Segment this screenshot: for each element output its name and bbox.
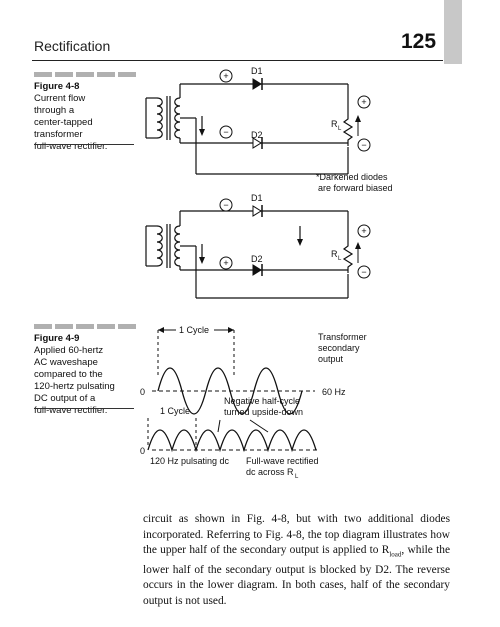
note-line: are forward biased — [318, 183, 393, 193]
minus-sign: − — [223, 200, 229, 210]
neg-half-label: Negative half-cycle — [224, 396, 301, 406]
caption-line: compared to the — [34, 369, 103, 380]
caption-line: 120-hertz pulsating — [34, 381, 115, 392]
diode-d1-top — [253, 78, 262, 90]
minus-sign: − — [361, 140, 367, 150]
diode-d2-bottom — [253, 264, 262, 276]
label-zero-bottom: 0 — [140, 446, 146, 456]
note-line: *Darkened diodes — [316, 172, 388, 182]
plus-sign: + — [361, 226, 367, 236]
label-rl: R — [331, 119, 338, 129]
body-subscript: load — [389, 550, 402, 559]
minus-sign: − — [223, 127, 229, 137]
current-arrow-icon — [199, 257, 205, 264]
plus-sign: + — [223, 258, 229, 268]
current-arrow-icon — [297, 239, 303, 246]
label-pulsating: 120 Hz pulsating dc — [150, 456, 230, 466]
fullwave-sub: L — [295, 474, 299, 480]
transformer-label: secondary — [318, 343, 360, 353]
circuit-top — [146, 84, 352, 174]
figure-4-8-label: Figure 4-8 — [34, 81, 80, 92]
caption-line: full-wave rectifier. — [34, 405, 108, 416]
plus-sign: + — [223, 71, 229, 81]
fullwave-label: Full-wave rectified — [246, 456, 319, 466]
body-text-1: circuit as shown in Fig. 4-8, but with two additional diodes incorporated. Referring to Fig. 4-8, the top diagram illustrates how the upper half of the secondary output is applied to R — [143, 513, 450, 556]
caption-line: through a — [34, 105, 75, 116]
fullwave-label: dc across R — [246, 467, 294, 477]
dimension-arrow-icon — [158, 327, 164, 333]
caption-line: AC waveshape — [34, 357, 98, 368]
diode-d1-bottom — [253, 205, 262, 217]
label-rl-sub: L — [338, 256, 342, 262]
label-one-cycle-bottom: 1 Cycle — [160, 406, 191, 416]
label-zero-top: 0 — [140, 387, 146, 397]
caption-line: center-tapped — [34, 117, 93, 128]
minus-sign: − — [361, 267, 367, 277]
plus-sign: + — [361, 97, 367, 107]
caption-line: full-wave rectifier. — [34, 141, 108, 152]
figure-4-9-label: Figure 4-9 — [34, 333, 80, 344]
label-rl: R — [331, 249, 338, 259]
transformer-label: Transformer — [318, 332, 367, 342]
running-head: Rectification — [34, 38, 111, 54]
transformer-label: output — [318, 354, 344, 364]
body-paragraph — [143, 512, 450, 609]
current-arrow-icon — [355, 242, 361, 249]
dimension-arrow-icon — [228, 327, 234, 333]
circuit-bottom — [146, 211, 352, 298]
label-d1: D1 — [251, 193, 263, 203]
label-60hz: 60 Hz — [322, 387, 346, 397]
label-d1: D1 — [251, 66, 263, 76]
label-d2: D2 — [251, 130, 263, 140]
caption-line: Applied 60-hertz — [34, 345, 104, 356]
label-d2: D2 — [251, 254, 263, 264]
neg-half-label: turned upside-down — [224, 407, 304, 417]
label-rl-sub: L — [338, 126, 342, 132]
caption-line: DC output of a — [34, 393, 96, 404]
current-arrow-icon — [199, 129, 205, 136]
caption-line: Current flow — [34, 93, 86, 104]
label-one-cycle-top: 1 Cycle — [179, 325, 210, 335]
body-text-2: , while the lower half of the secondary output is blocked by D2. The reverse occurs in the lower diagram. In both cases, half of the secondary output is not used. — [143, 544, 450, 607]
caption-line: transformer — [34, 129, 83, 140]
current-arrow-icon — [355, 115, 361, 122]
page-number: 125 — [401, 30, 437, 53]
rectified-waveform — [148, 430, 316, 450]
